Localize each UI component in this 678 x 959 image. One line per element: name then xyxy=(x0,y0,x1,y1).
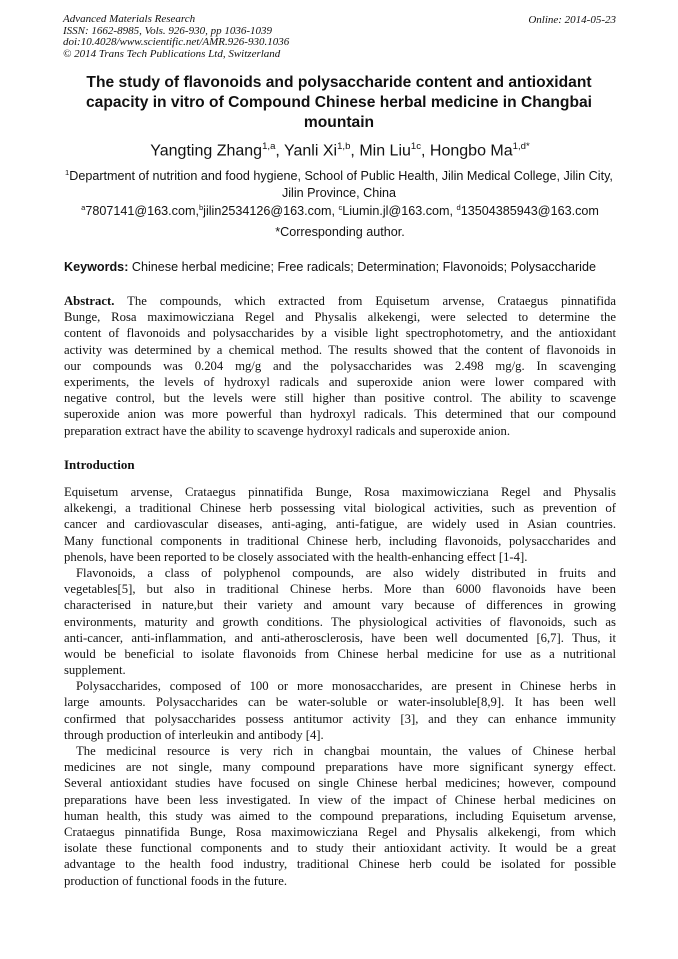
paragraph xyxy=(64,743,616,889)
author-sup: 1,a xyxy=(262,141,276,152)
email-sup: c xyxy=(338,203,343,212)
affiliation-sup: 1 xyxy=(65,168,70,177)
abstract-line xyxy=(64,358,616,374)
paragraph-line: large amounts. Polysaccharides can be water-soluble or water-insoluble[8,9]. It has been well xyxy=(64,695,616,710)
abstract-text: our compounds was 0.204 mg/g and the polysaccharides was 2.498 mg/g. In scavenging xyxy=(64,358,616,373)
abstract-text: preparation extract have the ability to scavenge hydroxyl radicals and superoxide anion. xyxy=(64,423,511,438)
email-sup: d xyxy=(456,203,461,212)
paragraph-line: The medicinal resource is very rich in changbai mountain, the values of Chinese herbal xyxy=(76,744,616,758)
email-sup: b xyxy=(198,203,204,212)
paragraph-line: Several antioxidant studies have focused on single Chinese herbal medicines; however, compound xyxy=(64,776,616,791)
email: Liumin.jl@163.com, xyxy=(342,204,457,219)
paragraph-line: Many functional components in traditional Chinese herb, including flavonoids, polysaccharides and xyxy=(64,533,616,548)
paragraph-line: Polysaccharides, composed of 100 or more monosaccharides, are present in Chinese herbs in xyxy=(76,679,616,694)
keywords-label: Keywords: xyxy=(64,260,129,274)
author-name: Yangting Zhang xyxy=(150,142,263,160)
abstract-line xyxy=(64,423,616,439)
abstract-label: Abstract. xyxy=(64,294,115,308)
keywords-text: Chinese herbal medicine; Free radicals; Determination; Flavonoids; Polysaccharide xyxy=(128,260,596,274)
paragraph-line: preparations have been less investigated. In view of the impact of Chinese herbal medicines on xyxy=(64,792,616,807)
paragraph-line: phenols, have been reported to be closely associated with the health-enhancing effect [1-4]. xyxy=(64,549,528,564)
email-list xyxy=(40,203,640,218)
paragraph-line: vegetables[5], but also in traditional Chinese herbs. More than 6000 flavonoids have been xyxy=(64,582,616,597)
paragraph-line: would be beneficial to isolate flavonoids from Chinese herbal medicine for use as a nutritional xyxy=(64,646,616,661)
paragraph-line: environments, maturity and growth conditions. The physiological activities of flavonoids, such as xyxy=(64,614,616,629)
email: 13504385943@163.com xyxy=(460,204,599,219)
author-name: Yanli Xi xyxy=(284,142,338,160)
abstract xyxy=(64,293,616,439)
abstract-line xyxy=(64,293,616,309)
title-line: mountain xyxy=(303,114,375,131)
abstract-line xyxy=(64,406,616,422)
abstract-text: superoxide anion was more powerful than hydroxyl radicals. This determined that our compound xyxy=(64,407,616,422)
online-date: Online: 2014-05-23 xyxy=(528,14,616,26)
keywords xyxy=(64,260,596,274)
author-sup: 1,d* xyxy=(512,141,530,152)
paragraph-line: through production of interleukin and antibody [4]. xyxy=(64,727,324,742)
paragraph-line: characterised in nature,but their variety and amount vary because of differences in growing xyxy=(64,598,616,613)
paragraph xyxy=(64,678,616,743)
paragraph xyxy=(64,484,616,565)
paragraph xyxy=(64,565,616,678)
affiliation xyxy=(55,164,623,202)
paragraph-line: Flavonoids, a class of polyphenol compounds, are also widely distributed in fruits and xyxy=(76,565,616,580)
paragraph-line: isolate these functional components and to study their antioxidant activity. It would be a great xyxy=(64,841,616,856)
paragraph-line: Equisetum arvense, Crataegus pinnatifida Bunge, Rosa maximowicziana Regel and Physalis xyxy=(64,485,616,499)
affiliation-line: Jilin Province, China xyxy=(281,186,397,201)
paragraph-line: supplement. xyxy=(64,663,126,678)
journal-name: Advanced Materials Research xyxy=(63,13,196,25)
abstract-line xyxy=(64,390,616,406)
title-line: The study of flavonoids and polysaccharide content and antioxidant xyxy=(86,74,592,91)
paragraph-line: medicines are not single, many compound preparations have more significant synergy effect. xyxy=(64,760,616,775)
abstract-text: negative control, but the levels were still higher than positive control. The ability to scavenge xyxy=(64,391,616,406)
abstract-text: The compounds, which extracted from Equisetum arvense, Crataegus pinnatifida xyxy=(114,294,616,308)
corresponding-note: *Corresponding author. xyxy=(275,225,405,239)
email-sup: a xyxy=(81,203,86,212)
abstract-line xyxy=(64,374,616,390)
author-list: Yangting Zhang$^{1,a}$, Yanli Xi$^{1,b}$, Min Liu$^{1c}$, Hongbo $Ma^{1,d*}$ xyxy=(150,141,530,160)
abstract-text: Bunge, Rosa maximowicziana Regel and Physalis alkekengi, were selected to determine the xyxy=(64,310,616,325)
paragraph-line: Crataegus pinnatifida Bunge, Rosa maximowicziana Regel and Physalis alkekengi, from which xyxy=(64,824,616,839)
paragraph-line: human health, this study was aimed to the compound preparations, including Equisetum arvense, xyxy=(64,808,616,823)
journal-header xyxy=(63,14,289,60)
paragraph-line: confirmed that polysaccharides possess antitumor activity [3], and they can enhance immunity xyxy=(64,711,616,726)
paragraph-line: production of functional foods in the future. xyxy=(64,873,288,888)
paragraph-line: alkekengi, a traditional Chinese herb possessing vital biological activities, such as prevention of xyxy=(64,501,616,516)
author-name: Hongbo Ma xyxy=(429,142,513,160)
section-heading-introduction: Introduction xyxy=(64,457,135,472)
author-sup: 1,b xyxy=(337,141,351,152)
abstract-line xyxy=(64,309,616,325)
paragraph-line: anti-cancer, anti-inflammation, and anti-atherosclerosis, have been well documented [6,7]. Thus, it xyxy=(64,630,616,645)
copyright: © 2014 Trans Tech Publications Ltd, Switzerland xyxy=(63,47,281,60)
abstract-line xyxy=(64,325,616,341)
title-line: capacity in vitro of Compound Chinese herbal medicine in Changbai xyxy=(85,94,592,111)
abstract-text: activity was determined by a chemical method. The results showed that the content of flavonoids in xyxy=(64,342,616,357)
author-sup: 1c xyxy=(410,141,422,152)
abstract-text: content of flavonoids and polysaccharides by a visible light spectrophotometry, and the antioxidant xyxy=(64,326,616,341)
issn: ISSN: 1662-8985, Vols. 926-930, pp 1036-1039 xyxy=(63,24,272,37)
paragraph-line: cancer and cardiovascular diseases, anti-aging, anti-fatigue, are widely used in Asian countries. xyxy=(64,517,616,532)
author-name: Min Liu xyxy=(359,142,411,160)
abstract-text: experiments, the levels of hydroxyl radicals and superoxide anion were lower compared with xyxy=(64,374,616,389)
paragraph-line: advantage to the health food industry, traditional Chinese herb could be isolated for possible xyxy=(64,857,616,872)
doi: doi:10.4028/www.scientific.net/AMR.926-930.1036 xyxy=(63,36,290,49)
email: jilin2534126@163.com, xyxy=(203,204,339,219)
abstract-line xyxy=(64,342,616,358)
affiliation-line: Department of nutrition and food hygiene, School of Public Health, Jilin Medical College, Jilin City, xyxy=(69,169,613,184)
paper-title xyxy=(60,73,618,133)
email: 7807141@163.com, xyxy=(85,204,199,219)
introduction-body xyxy=(64,484,616,889)
